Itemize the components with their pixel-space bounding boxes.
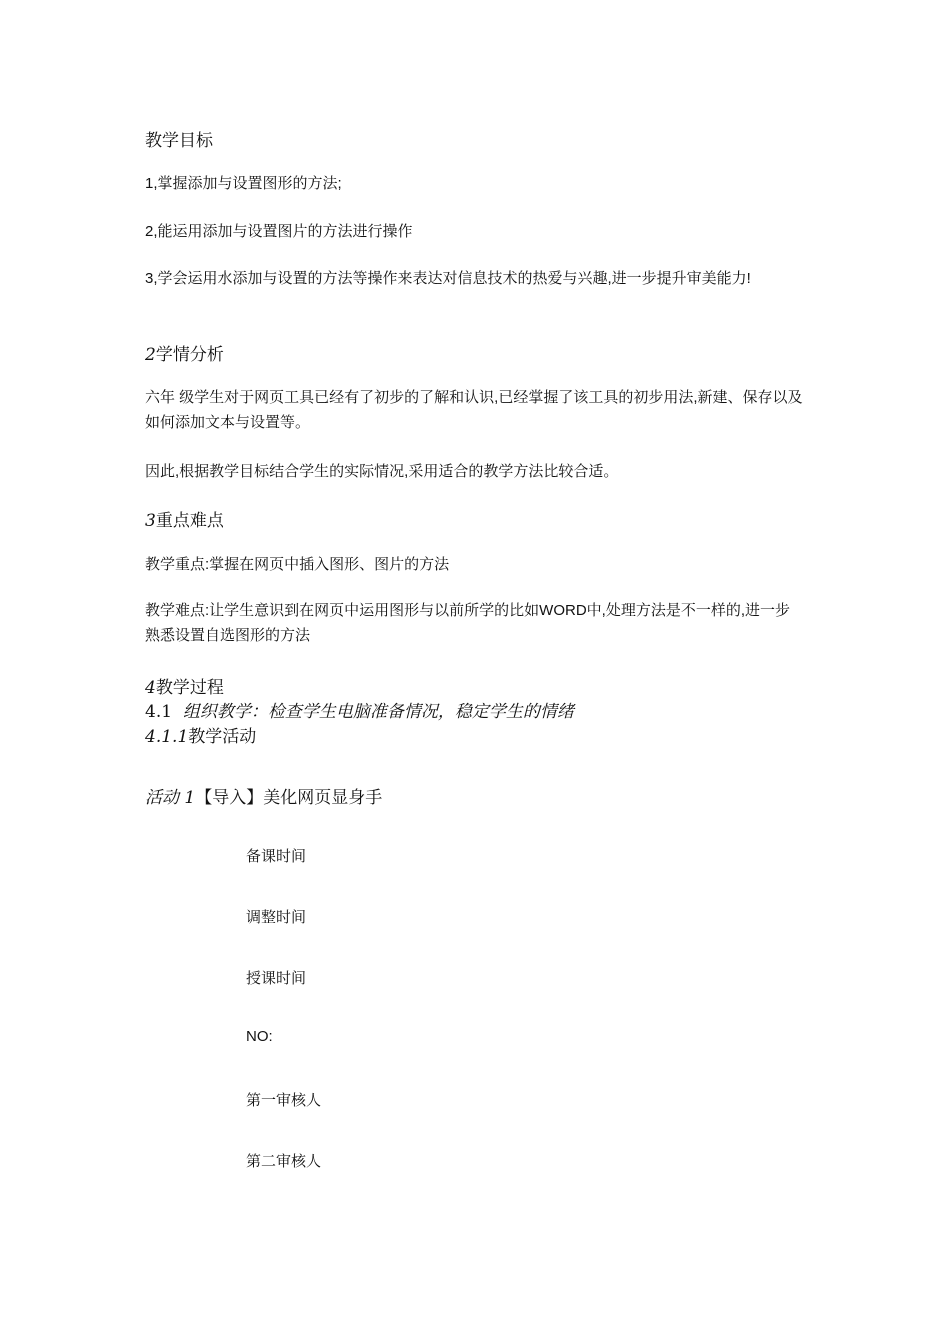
section-4-number: 4 bbox=[145, 678, 156, 698]
section-3-paragraph-1: 教学重点:掌握在网页中插入图形、图片的方法 bbox=[145, 556, 450, 573]
goal-item-2: 2,能运用添加与设置图片的方法进行操作 bbox=[145, 223, 413, 240]
number-label: NO: bbox=[246, 1028, 273, 1045]
prep-time-label: 备课时间 bbox=[246, 848, 307, 865]
goals-heading: 教学目标 bbox=[145, 131, 213, 151]
section-4-1-title: 组织教学：检查学生电脑准备情况，稳定学生的情绪 bbox=[182, 702, 574, 722]
activity-prefix: 活动 1 bbox=[145, 788, 196, 808]
section-4-heading bbox=[145, 673, 805, 698]
section-2-title: 学情分析 bbox=[155, 345, 224, 365]
section-2-number: 2 bbox=[145, 345, 156, 365]
section-4-1-number: 4.1 bbox=[145, 702, 173, 722]
section-3-number: 3 bbox=[145, 511, 156, 531]
section-4-title: 教学过程 bbox=[155, 678, 224, 698]
goal-item-3: 3,学会运用水添加与设置的方法等操作来表达对信息技术的热爱与兴趣,进一步提升审美能力! bbox=[145, 270, 751, 287]
section-3-title: 重点难点 bbox=[155, 511, 224, 531]
section-4-1-1-heading bbox=[145, 722, 805, 747]
section-2-paragraph-2: 因此,根据教学目标结合学生的实际情况,采用适合的教学方法比较合适。 bbox=[145, 463, 619, 480]
activity-title: 【导入】美化网页显身手 bbox=[195, 788, 383, 808]
section-4-1-1-number: 4.1.1 bbox=[145, 727, 189, 747]
adjust-time-label: 调整时间 bbox=[246, 909, 307, 926]
section-4-1-heading bbox=[145, 697, 805, 722]
goal-item-1: 1,掌握添加与设置图形的方法; bbox=[145, 175, 342, 192]
section-3-heading bbox=[145, 506, 805, 531]
section-3-paragraph-2: 教学难点:让学生意识到在网页中运用图形与以前所学的比如WORD中,处理方法是不一样的,进一步熟悉设置自选图形的方法 bbox=[145, 602, 790, 644]
section-2-paragraph-1: 六年 级学生对于网页工具已经有了初步的了解和认识,已经掌握了该工具的初步用法,新建、保存以及如何添加文本与设置等。 bbox=[145, 389, 803, 431]
teach-time-label: 授课时间 bbox=[246, 970, 307, 987]
second-reviewer-label: 第二审核人 bbox=[246, 1153, 322, 1170]
activity-heading bbox=[145, 783, 805, 808]
section-2-heading bbox=[145, 340, 805, 365]
section-4-1-1-title: 教学活动 bbox=[188, 727, 257, 747]
first-reviewer-label: 第一审核人 bbox=[246, 1092, 322, 1109]
